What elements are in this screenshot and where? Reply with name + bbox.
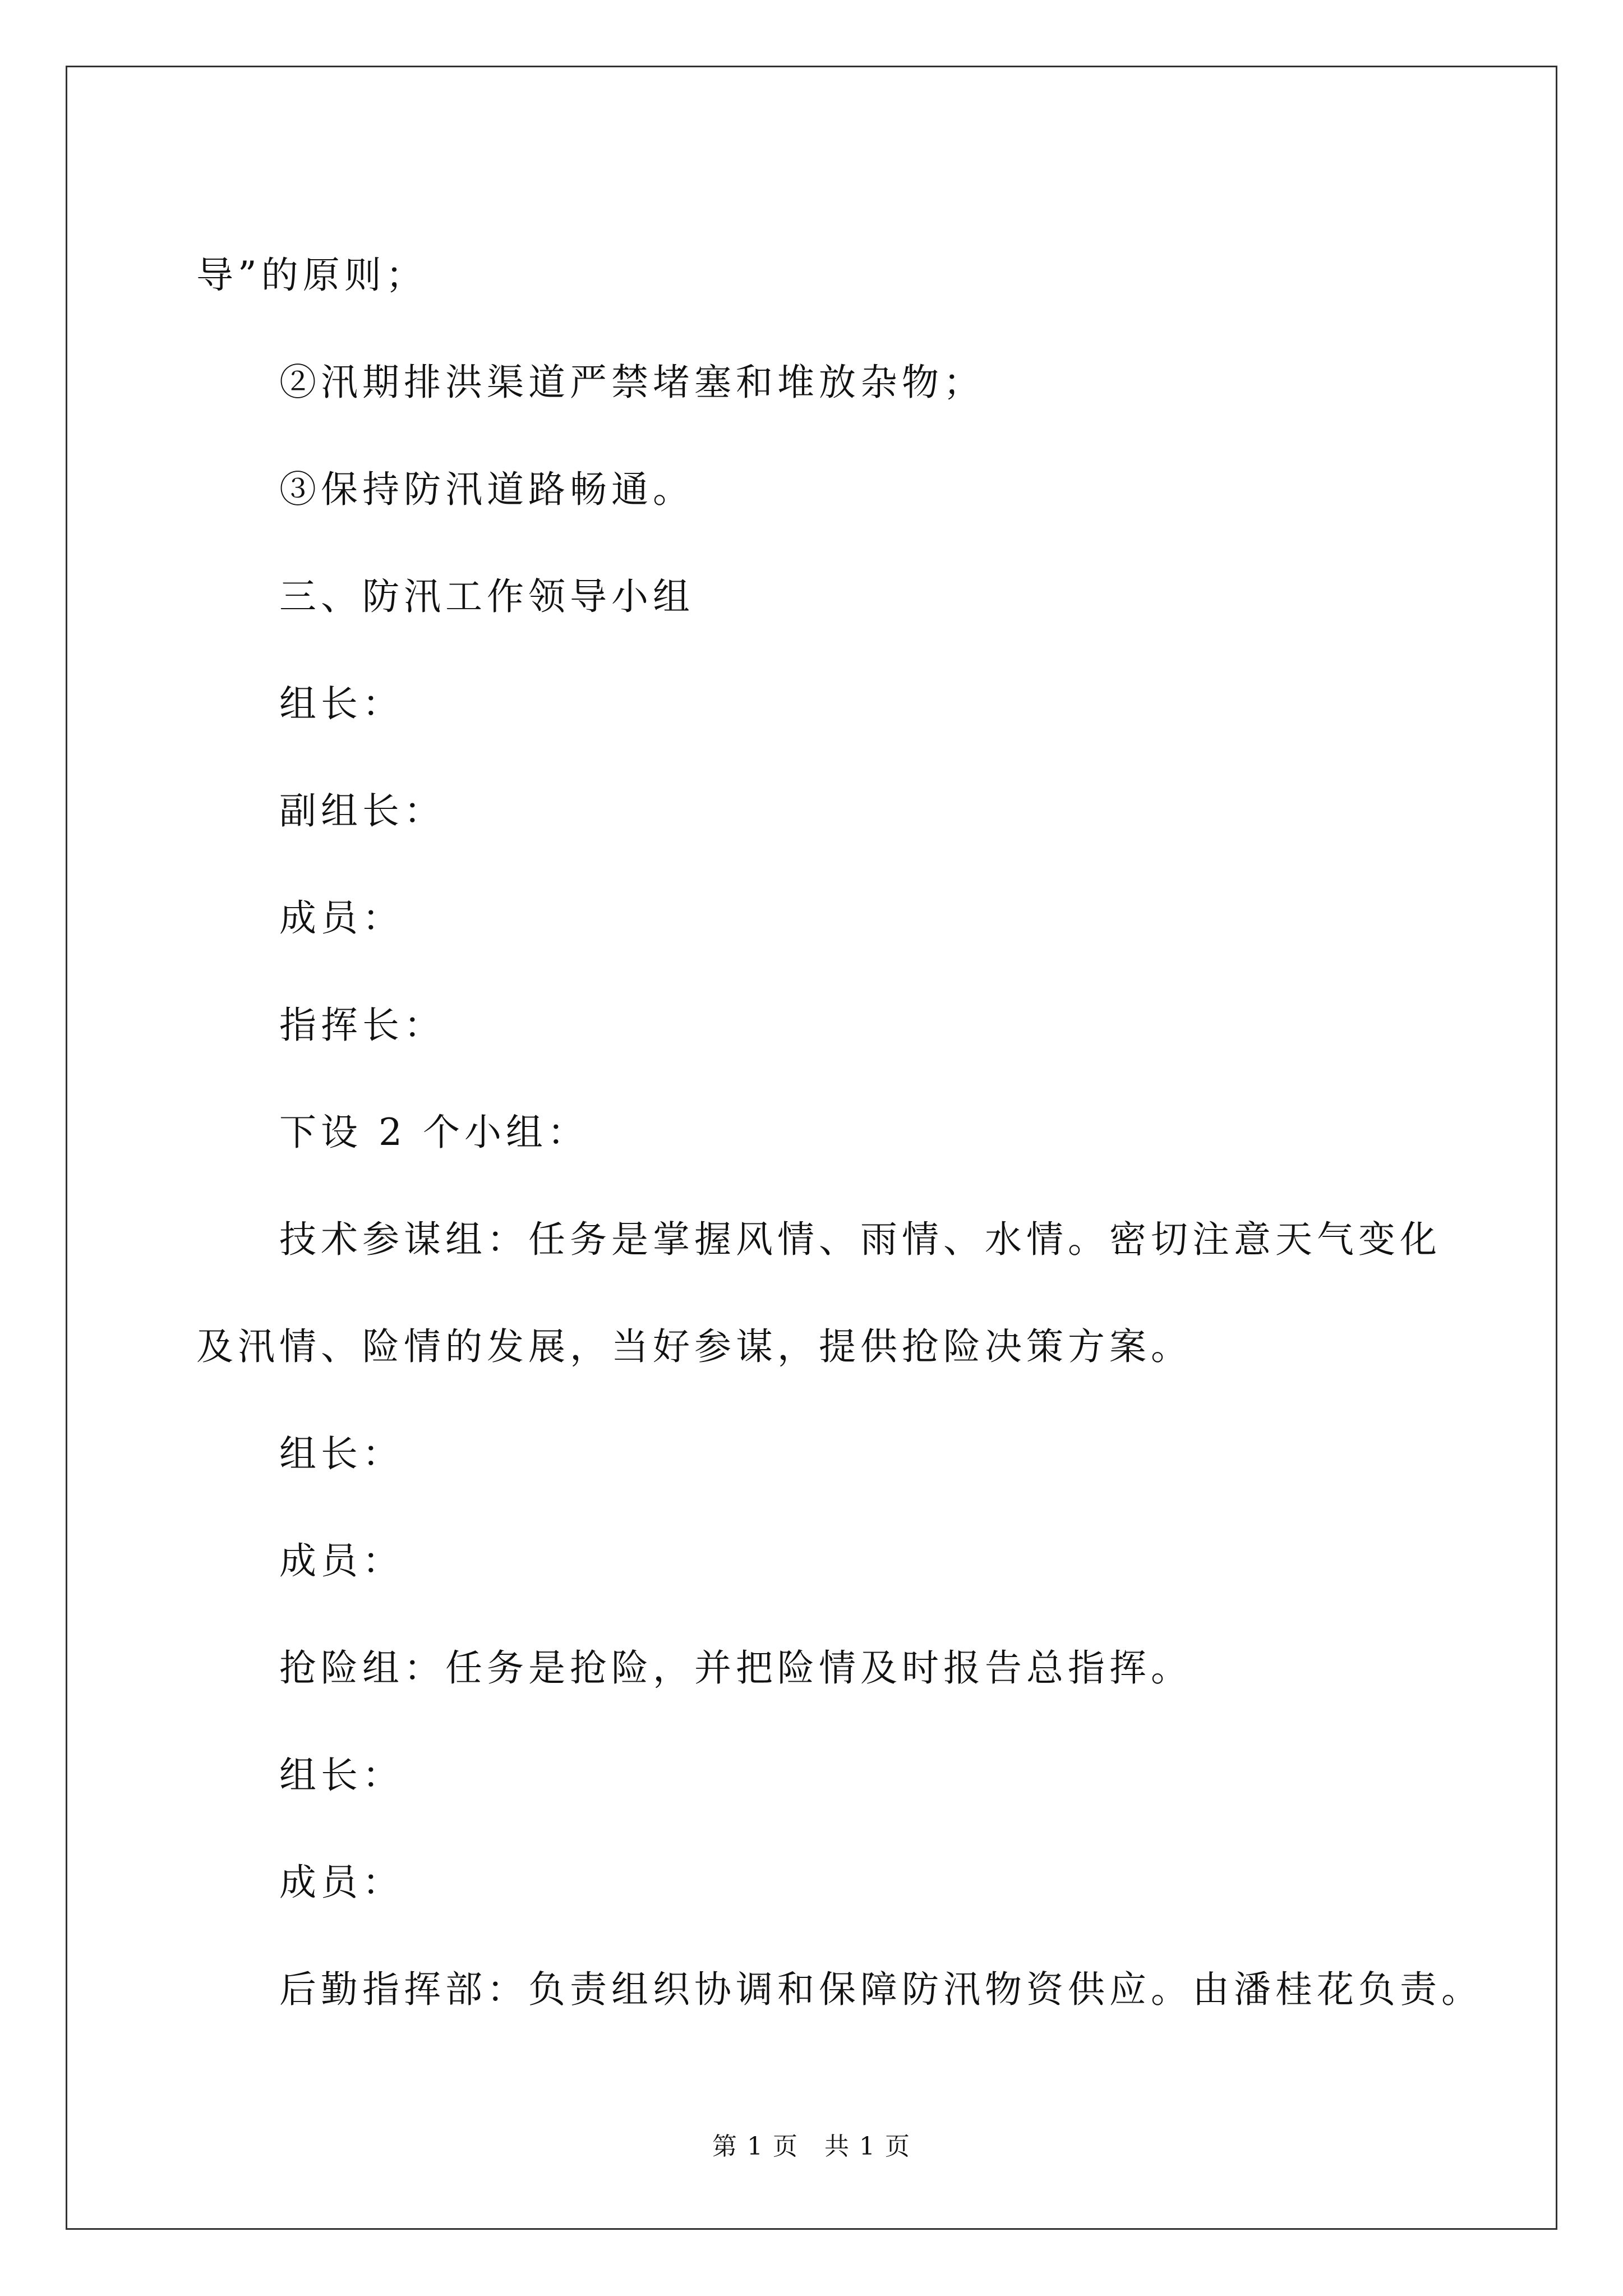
- paragraph-line-2: ②汛期排洪渠道严禁堵塞和堆放杂物；: [279, 361, 985, 404]
- paragraph-line-12: 组长：: [279, 1432, 404, 1475]
- paragraph-line-9: 下设 2 个小组：: [279, 1111, 589, 1154]
- paragraph-line-15: 组长：: [279, 1754, 404, 1797]
- paragraph-line-11: 及汛情、险情的发展，当好参谋，提供抢险决策方案。: [196, 1325, 1192, 1368]
- paragraph-line-7: 成员：: [279, 896, 404, 940]
- paragraph-line-17: 后勤指挥部：负责组织协调和保障防汛物资供应。由潘桂花负责。: [279, 1968, 1483, 2011]
- paragraph-line-3: ③保持防汛道路畅通。: [279, 468, 694, 511]
- paragraph-line-8: 指挥长：: [279, 1004, 445, 1047]
- document-body: [196, 222, 1483, 2043]
- paragraph-line-6: 副组长：: [279, 789, 445, 832]
- paragraph-line-13: 成员：: [279, 1539, 404, 1582]
- page-footer: 第 1 页 共 1 页: [712, 2132, 911, 2161]
- paragraph-line-1: 导”的原则；: [196, 254, 427, 297]
- section-heading: 三、防汛工作领导小组: [279, 575, 694, 618]
- paragraph-line-14: 抢险组：任务是抢险，并把险情及时报告总指挥。: [279, 1646, 1192, 1690]
- paragraph-line-10: 技术参谋组：任务是掌握风情、雨情、水情。密切注意天气变化: [279, 1218, 1441, 1261]
- paragraph-line-16: 成员：: [279, 1861, 404, 1904]
- paragraph-line-5: 组长：: [279, 682, 404, 725]
